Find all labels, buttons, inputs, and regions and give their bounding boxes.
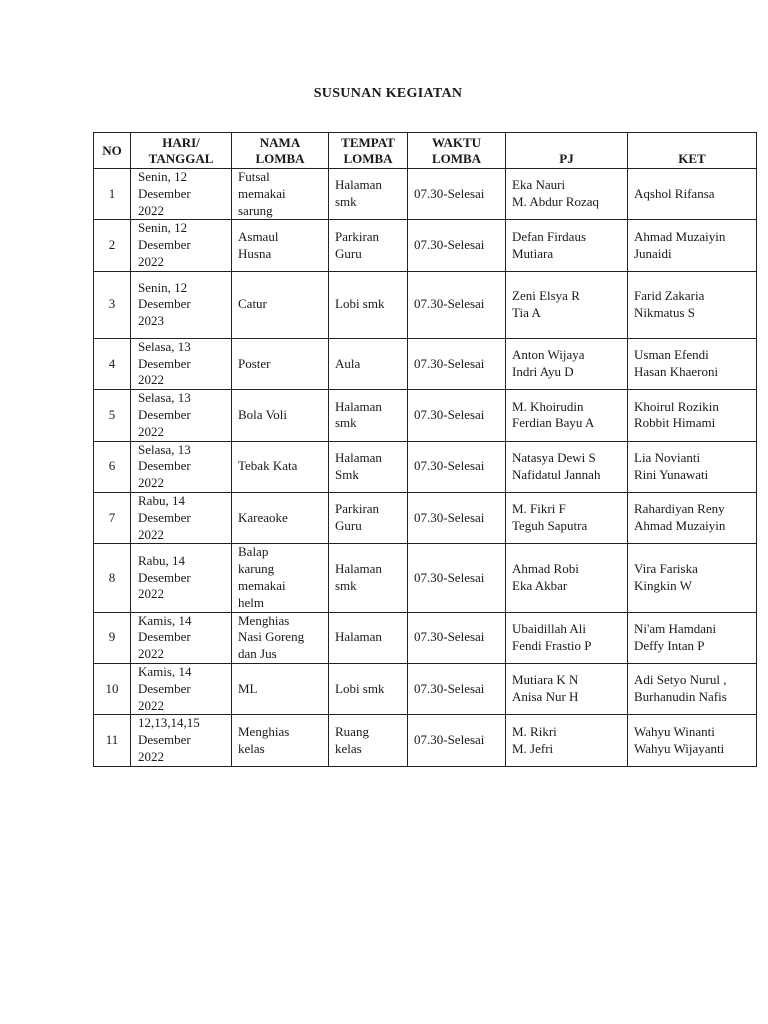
cell-ket: Aqshol Rifansa [628,169,757,220]
cell-no: 9 [94,612,131,663]
header-ket: KET [628,133,757,169]
cell-pj: Natasya Dewi S Nafidatul Jannah [506,441,628,492]
cell-nama-lomba: Bola Voli [232,390,329,441]
table-row [94,390,757,441]
cell-hari-tanggal: Selasa, 13 Desember 2022 [131,338,232,389]
cell-tempat-lomba: Lobi smk [329,663,408,714]
cell-no: 4 [94,338,131,389]
cell-hari-tanggal: Senin, 12 Desember 2023 [131,271,232,338]
table-row [94,612,757,663]
cell-hari-tanggal: 12,13,14,15 Desember 2022 [131,715,232,766]
cell-waktu-lomba: 07.30-Selesai [408,390,506,441]
cell-hari-tanggal: Selasa, 13 Desember 2022 [131,390,232,441]
cell-ket: Adi Setyo Nurul , Burhanudin Nafis [628,663,757,714]
table-row [94,544,757,612]
cell-pj: Mutiara K N Anisa Nur H [506,663,628,714]
cell-ket: Khoirul Rozikin Robbit Himami [628,390,757,441]
table-header-row [94,133,757,169]
header-nama-lomba: NAMA LOMBA [232,133,329,169]
cell-waktu-lomba: 07.30-Selesai [408,663,506,714]
cell-tempat-lomba: Parkiran Guru [329,220,408,271]
cell-no: 10 [94,663,131,714]
cell-hari-tanggal: Kamis, 14 Desember 2022 [131,612,232,663]
schedule-table [93,132,757,767]
table-row [94,169,757,220]
cell-waktu-lomba: 07.30-Selesai [408,220,506,271]
cell-nama-lomba: Menghias Nasi Goreng dan Jus [232,612,329,663]
cell-no: 2 [94,220,131,271]
cell-no: 3 [94,271,131,338]
cell-nama-lomba: Menghias kelas [232,715,329,766]
table-body [94,169,757,767]
cell-tempat-lomba: Halaman smk [329,544,408,612]
header-tempat-lomba: TEMPAT LOMBA [329,133,408,169]
cell-waktu-lomba: 07.30-Selesai [408,612,506,663]
cell-hari-tanggal: Selasa, 13 Desember 2022 [131,441,232,492]
cell-pj: Ubaidillah Ali Fendi Frastio P [506,612,628,663]
table-row [94,715,757,766]
header-pj: PJ [506,133,628,169]
cell-pj: M. Rikri M. Jefri [506,715,628,766]
cell-ket: Ahmad Muzaiyin Junaidi [628,220,757,271]
cell-nama-lomba: Tebak Kata [232,441,329,492]
cell-nama-lomba: Asmaul Husna [232,220,329,271]
cell-pj: M. Fikri F Teguh Saputra [506,492,628,543]
cell-pj: Zeni Elsya R Tia A [506,271,628,338]
page-title: SUSUNAN KEGIATAN [313,86,463,101]
cell-waktu-lomba: 07.30-Selesai [408,271,506,338]
header-no: NO [94,133,131,169]
table-row [94,441,757,492]
cell-nama-lomba: Balap karung memakai helm [232,544,329,612]
cell-tempat-lomba: Ruang kelas [329,715,408,766]
cell-tempat-lomba: Parkiran Guru [329,492,408,543]
cell-waktu-lomba: 07.30-Selesai [408,544,506,612]
cell-pj: Ahmad Robi Eka Akbar [506,544,628,612]
cell-ket: Ni'am Hamdani Deffy Intan P [628,612,757,663]
cell-nama-lomba: Catur [232,271,329,338]
cell-nama-lomba: Futsal memakai sarung [232,169,329,220]
cell-waktu-lomba: 07.30-Selesai [408,715,506,766]
cell-waktu-lomba: 07.30-Selesai [408,492,506,543]
cell-hari-tanggal: Senin, 12 Desember 2022 [131,220,232,271]
cell-hari-tanggal: Senin, 12 Desember 2022 [131,169,232,220]
cell-ket: Rahardiyan Reny Ahmad Muzaiyin [628,492,757,543]
header-waktu-lomba: WAKTU LOMBA [408,133,506,169]
cell-hari-tanggal: Rabu, 14 Desember 2022 [131,544,232,612]
cell-waktu-lomba: 07.30-Selesai [408,169,506,220]
cell-tempat-lomba: Halaman smk [329,169,408,220]
table-row [94,338,757,389]
table-row [94,271,757,338]
cell-ket: Usman Efendi Hasan Khaeroni [628,338,757,389]
cell-pj: Eka Nauri M. Abdur Rozaq [506,169,628,220]
cell-hari-tanggal: Rabu, 14 Desember 2022 [131,492,232,543]
cell-pj: M. Khoirudin Ferdian Bayu A [506,390,628,441]
header-hari-tanggal: HARI/ TANGGAL [131,133,232,169]
cell-tempat-lomba: Halaman [329,612,408,663]
cell-tempat-lomba: Aula [329,338,408,389]
cell-tempat-lomba: Lobi smk [329,271,408,338]
cell-ket: Lia Novianti Rini Yunawati [628,441,757,492]
cell-ket: Farid Zakaria Nikmatus S [628,271,757,338]
cell-ket: Wahyu Winanti Wahyu Wijayanti [628,715,757,766]
cell-tempat-lomba: Halaman smk [329,390,408,441]
cell-no: 5 [94,390,131,441]
cell-nama-lomba: ML [232,663,329,714]
cell-pj: Anton Wijaya Indri Ayu D [506,338,628,389]
cell-pj: Defan Firdaus Mutiara [506,220,628,271]
cell-no: 1 [94,169,131,220]
cell-tempat-lomba: Halaman Smk [329,441,408,492]
cell-nama-lomba: Kareaoke [232,492,329,543]
cell-no: 11 [94,715,131,766]
cell-waktu-lomba: 07.30-Selesai [408,338,506,389]
table-row [94,220,757,271]
cell-no: 8 [94,544,131,612]
cell-hari-tanggal: Kamis, 14 Desember 2022 [131,663,232,714]
table-row [94,492,757,543]
cell-ket: Vira Fariska Kingkin W [628,544,757,612]
cell-no: 7 [94,492,131,543]
cell-waktu-lomba: 07.30-Selesai [408,441,506,492]
cell-no: 6 [94,441,131,492]
table-row [94,663,757,714]
cell-nama-lomba: Poster [232,338,329,389]
